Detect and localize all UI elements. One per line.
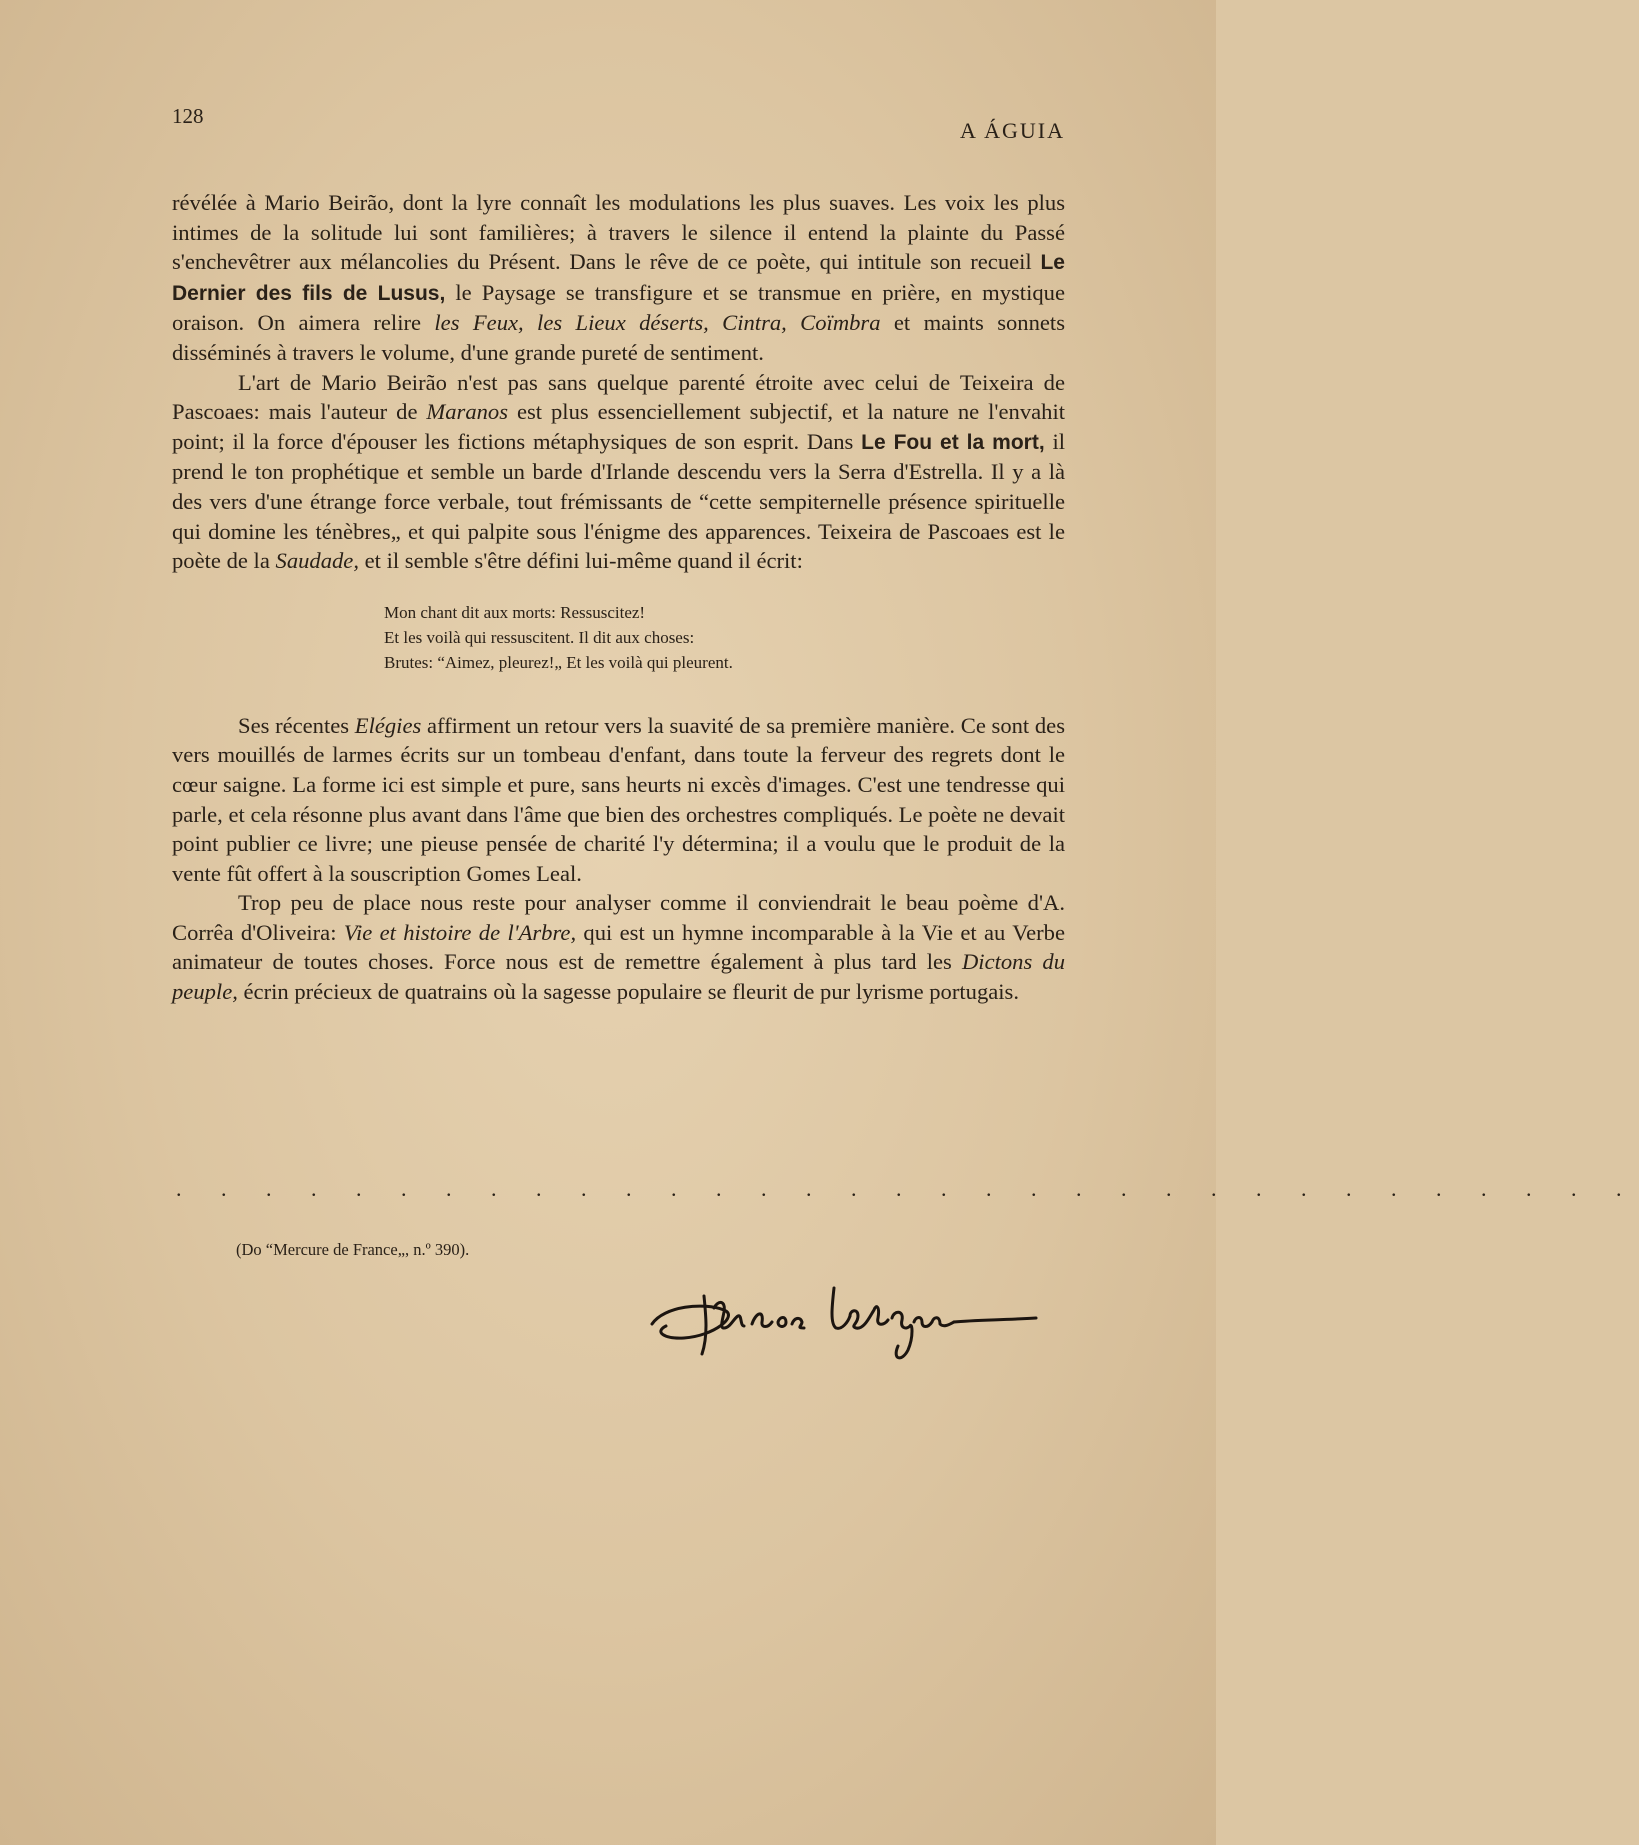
paragraph-2-text-4: et il semble s'être défini lui-même quand il écrit: [358, 548, 803, 574]
page-header [172, 104, 1065, 144]
book-title-le-dernier-des-fils-de-lusus: Le Dernier des fils de Lusus, [172, 251, 1065, 305]
poem-titles: les Feux, les Lieux déserts, Cintra, Coïmbra [434, 310, 881, 336]
paragraph-3 [172, 711, 1065, 889]
book-title-le-fou-et-la-mort: Le Fou et la mort, [861, 430, 1045, 454]
paragraph-3-text-1: Ses récentes [238, 712, 355, 738]
verse-line-2: Et les voilà qui ressuscitent. Il dit aux choses: [384, 627, 695, 647]
paragraph-2-text-2: est plus essenciellement subjectif, et la nature ne l'envahit point; il la force d'épouser les fictions métaphysiques de son esprit. Dans [172, 399, 1065, 454]
paragraph-4-text-1: Trop peu de place nous reste pour analyser comme il conviendrait le beau poème d'A. Corrêa d'Oliveira: [172, 890, 1065, 945]
paragraph-3-text-2: affirment un retour vers la suavité de sa première manière. Ce sont des vers mouillés de larmes écrits sur un tombeau d'enfant, dans toute la ferveur des regrets dont le cœur saigne. La forme ici est simple et pure, sans heurts ni excès d'images. C'est une tendresse qui parle, et cela résonne plus avant dans l'âme que bien des orchestres compliqués. Le poète ne devait point publier ce livre; une pieuse pensée de charité l'y détermina; il a voulu que le produit de la vente fût offert à la souscription Gomes Leal. [172, 712, 1065, 886]
paragraph-2 [172, 368, 1065, 576]
paragraph-1-text-3: et maints sonnets disséminés à travers le volume, d'une grande pureté de sentiment. [172, 310, 1065, 365]
journal-title: A ÁGUIA [959, 118, 1065, 143]
paragraph-2-text-3: il prend le ton prophétique et semble un barde d'Irlande descendu vers la Serra d'Estrella. Il y a là des vers d'une étrange force verbale, tout frémissants de “cette sempiternelle présence spirituelle qui domine les ténèbres„ et qui palpite sous l'énigme des apparences. Teixeira de Pascoaes est le poète de la [172, 428, 1066, 574]
paragraph-1-text-1: révélée à Mario Beirão, dont la lyre connaît les modulations les plus suaves. Les voix les plus intimes de la solitude lui sont familières; à travers le silence il entend la plainte du Passé s'enchevêtrer aux mélancolies du Présent. Dans le rêve de ce poète, qui intitule son recueil [172, 190, 1065, 275]
dotted-separator: . . . . . . . . . . . . . . . . . . . . . . . . . . . . . . . . . [176, 1176, 1639, 1201]
verse-line-3: Brutes: “Aimez, pleurez!„ Et les voilà qui pleurent. [384, 652, 733, 672]
paragraph-4-text-2: qui est un hymne incomparable à la Vie et au Verbe animateur de toutes choses. Force nous est de remettre également à plus tard les [172, 919, 1065, 975]
paragraph-4-text-3: écrin précieux de quatrains où la sagesse populaire se fleurit de pur lyrisme portugais. [237, 979, 1019, 1005]
source-citation: (Do “Mercure de France„, n.º 390). [236, 1240, 470, 1259]
paragraph-4 [172, 888, 1065, 1006]
article-body [172, 188, 1065, 1007]
book-title-dictons-du-peuple: Dictons du peuple, [172, 949, 1065, 1005]
handwritten-signature [644, 1266, 1044, 1366]
word-saudade: Saudade, [275, 548, 359, 574]
book-title-elegies: Elégies [354, 712, 422, 738]
paragraph-1 [172, 188, 1065, 368]
book-title-maranos: Maranos [426, 399, 509, 425]
book-title-vie-et-histoire: Vie et histoire de l'Arbre, [343, 919, 577, 945]
paragraph-1-text-2: le Paysage se transfigure et se transmue en prière, en mystique oraison. On aimera relire [172, 279, 1065, 336]
page-number: 128 [172, 104, 204, 128]
verse-quote [384, 600, 1065, 675]
paragraph-2-text-1: L'art de Mario Beirão n'est pas sans quelque parenté étroite avec celui de Teixeira de Pascoaes: mais l'auteur de [172, 369, 1065, 425]
verse-line-1: Mon chant dit aux morts: Ressuscitez! [384, 602, 646, 622]
